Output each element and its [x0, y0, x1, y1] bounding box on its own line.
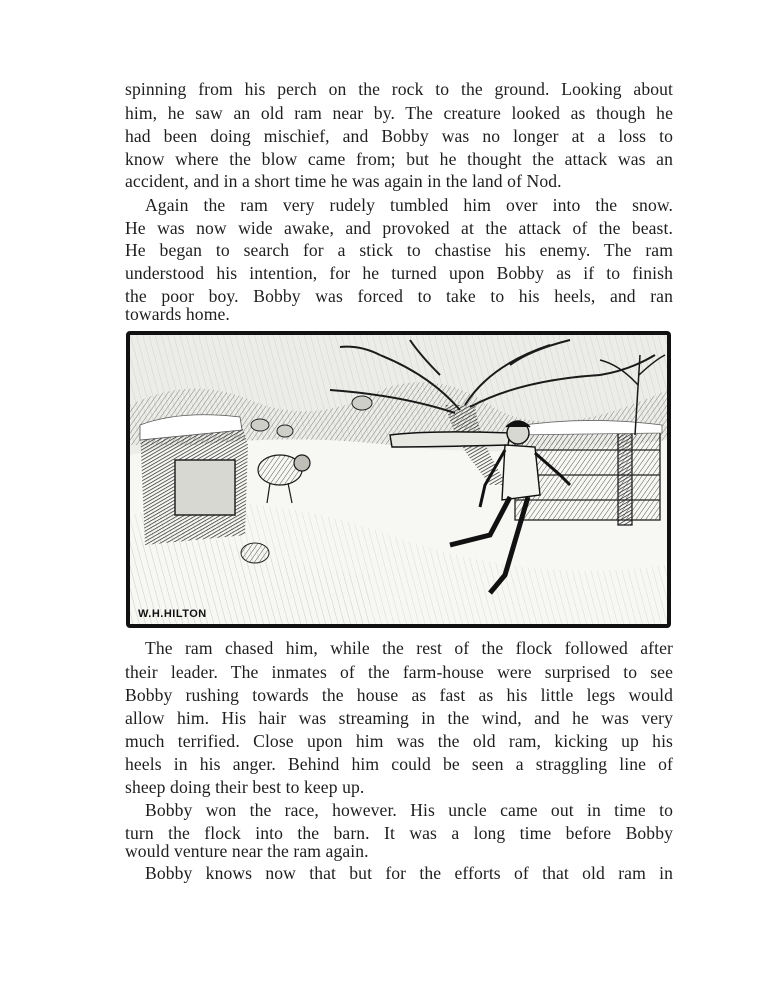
- text-line: allow him. His hair was streaming in the wind, and he was very: [125, 708, 673, 728]
- text-line: sheep doing their best to keep up.: [125, 777, 365, 797]
- text-line: accident, and in a short time he was again in the land of Nod.: [125, 171, 562, 191]
- text-line: He began to search for a stick to chastise his enemy. The ram: [125, 240, 673, 260]
- text-line: He was now wide awake, and provoked at the attack of the beast.: [125, 218, 673, 238]
- text-line: would venture near the ram again.: [125, 841, 369, 861]
- text-line: spinning from his perch on the rock to the ground. Looking about: [125, 79, 673, 99]
- text-line: know where the blow came from; but he thought the attack was an: [125, 149, 673, 169]
- text-line: him, he saw an old ram near by. The creature looked as though he: [125, 103, 673, 123]
- text-line: turn the flock into the barn. It was a long time before Bobby: [125, 823, 673, 843]
- text-line: had been doing mischief, and Bobby was no longer at a loss to: [125, 126, 673, 146]
- text-line: The ram chased him, while the rest of the flock followed after: [145, 638, 673, 658]
- text-line: Again the ram very rudely tumbled him over into the snow.: [145, 195, 673, 215]
- engraving-illustration: [126, 331, 671, 628]
- text-line: towards home.: [125, 304, 230, 324]
- text-line: Bobby knows now that but for the efforts of that old ram in: [145, 863, 673, 883]
- text-line: understood his intention, for he turned upon Bobby as if to finish: [125, 263, 673, 283]
- text-line: much terrified. Close upon him was the old ram, kicking up his: [125, 731, 673, 751]
- text-line: their leader. The inmates of the farm-house were surprised to see: [125, 662, 673, 682]
- artist-signature: W.H.HILTON: [138, 608, 207, 620]
- text-line: Bobby won the race, however. His uncle came out in time to: [145, 800, 673, 820]
- text-line: heels in his anger. Behind him could be seen a straggling line of: [125, 754, 673, 774]
- text-line: Bobby rushing towards the house as fast as his little legs would: [125, 685, 673, 705]
- text-line: the poor boy. Bobby was forced to take to his heels, and ran: [125, 286, 673, 306]
